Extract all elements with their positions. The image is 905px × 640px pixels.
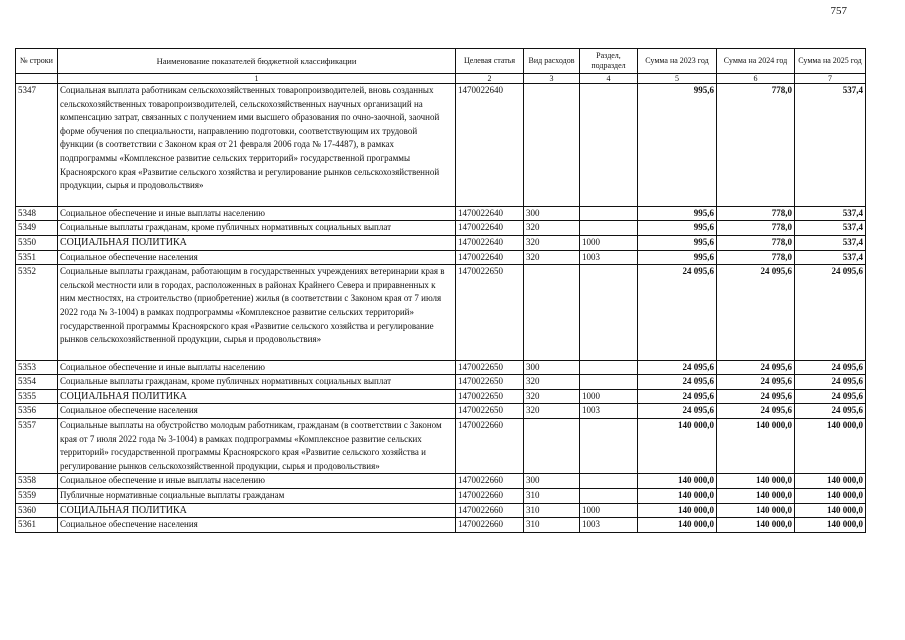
row-number: 5356 xyxy=(16,404,58,419)
spacer-cell xyxy=(524,193,580,207)
spacer-cell xyxy=(580,347,638,361)
column-index-2: 2 xyxy=(456,74,524,84)
row-expense-type xyxy=(524,265,580,347)
row-section xyxy=(580,489,638,504)
row-sum-2023: 995,6 xyxy=(638,206,717,221)
row-sum-2023: 24 095,6 xyxy=(638,389,717,404)
row-sum-2024: 140 000,0 xyxy=(717,489,795,504)
row-name: Социальные выплаты гражданам, кроме публичных нормативных социальных выплат xyxy=(58,221,456,236)
row-sum-2025: 537,4 xyxy=(795,235,866,250)
row-spacer xyxy=(16,193,866,207)
row-number: 5351 xyxy=(16,250,58,265)
row-sum-2025: 24 095,6 xyxy=(795,360,866,375)
row-sum-2023: 140 000,0 xyxy=(638,419,717,474)
row-name: Социальные выплаты гражданам, кроме публичных нормативных социальных выплат xyxy=(58,375,456,390)
spacer-cell xyxy=(795,193,866,207)
header-sum-2025: Сумма на 2025 год xyxy=(795,49,866,74)
spacer-cell xyxy=(717,347,795,361)
table-row xyxy=(16,84,866,193)
row-name: Социальные выплаты на обустройство молодым работникам, гражданам (в соответствии с Законом края от 7 июля 2022 года № 3-1004) в рамках подпрограммы «Комплексное развитие сельских территорий» государственной программы Красноярского края «Развитие сельского хозяйства и регулирование рынков сельскохозяйственной продукции, сырья и продовольствия» xyxy=(58,419,456,474)
row-number: 5348 xyxy=(16,206,58,221)
row-sum-2024: 778,0 xyxy=(717,235,795,250)
row-sum-2023: 24 095,6 xyxy=(638,375,717,390)
row-sum-2024: 24 095,6 xyxy=(717,404,795,419)
row-section xyxy=(580,360,638,375)
spacer-cell xyxy=(456,193,524,207)
row-section xyxy=(580,206,638,221)
row-number: 5350 xyxy=(16,235,58,250)
column-index-empty xyxy=(16,74,58,84)
table-row xyxy=(16,235,866,250)
row-expense-type: 300 xyxy=(524,360,580,375)
page-number: 757 xyxy=(830,5,847,17)
row-expense-type: 320 xyxy=(524,375,580,390)
row-target-item: 1470022650 xyxy=(456,265,524,347)
row-target-item: 1470022650 xyxy=(456,360,524,375)
row-section xyxy=(580,419,638,474)
spacer-cell xyxy=(16,347,58,361)
table-header xyxy=(16,49,866,84)
spacer-cell xyxy=(16,193,58,207)
spacer-cell xyxy=(638,193,717,207)
row-target-item: 1470022640 xyxy=(456,84,524,193)
row-sum-2024: 778,0 xyxy=(717,206,795,221)
table-body xyxy=(16,84,866,533)
row-target-item: 1470022640 xyxy=(456,250,524,265)
spacer-cell xyxy=(795,347,866,361)
row-section xyxy=(580,474,638,489)
table-row xyxy=(16,489,866,504)
row-name: Социальная выплата работникам сельскохозяйственных товаропроизводителей, вновь созданных сельскохозяйственных товаропроизводителей, сельскохозяйственных научных организаций на компенсацию затрат, связанных с получением ими высшего образования по очно-заочной, заочной форме обучения по специальности, направлению подготовки, соответствующим их трудовой функции (в соответствии с Законом края от 21 февраля 2006 года № 17-4487), в рамках подпрограммы «Комплексное развитие сельских территорий» государственной программы Красноярского края «Развитие сельского хозяйства и регулирование рынков сельскохозяйственной продукции, сырья и продовольствия» xyxy=(58,84,456,193)
column-index-5: 5 xyxy=(638,74,717,84)
row-sum-2025: 537,4 xyxy=(795,84,866,193)
table-row xyxy=(16,265,866,347)
row-number: 5347 xyxy=(16,84,58,193)
row-sum-2025: 537,4 xyxy=(795,221,866,236)
table-row xyxy=(16,474,866,489)
header-target-item: Целевая статья xyxy=(456,49,524,74)
row-sum-2025: 24 095,6 xyxy=(795,375,866,390)
header-name: Наименование показателей бюджетной классификации xyxy=(58,49,456,74)
row-expense-type: 310 xyxy=(524,503,580,518)
row-target-item: 1470022640 xyxy=(456,206,524,221)
row-name: Социальное обеспечение и иные выплаты населению xyxy=(58,360,456,375)
row-sum-2024: 140 000,0 xyxy=(717,503,795,518)
row-number: 5353 xyxy=(16,360,58,375)
row-sum-2024: 24 095,6 xyxy=(717,265,795,347)
row-expense-type: 320 xyxy=(524,235,580,250)
spacer-cell xyxy=(638,347,717,361)
row-sum-2023: 995,6 xyxy=(638,84,717,193)
row-section: 1003 xyxy=(580,404,638,419)
table-row xyxy=(16,250,866,265)
row-sum-2025: 140 000,0 xyxy=(795,474,866,489)
row-target-item: 1470022660 xyxy=(456,489,524,504)
row-section: 1003 xyxy=(580,518,638,533)
row-sum-2025: 140 000,0 xyxy=(795,419,866,474)
row-target-item: 1470022650 xyxy=(456,375,524,390)
row-sum-2025: 24 095,6 xyxy=(795,265,866,347)
row-sum-2024: 140 000,0 xyxy=(717,518,795,533)
header-expense-type: Вид расходов xyxy=(524,49,580,74)
table-row xyxy=(16,419,866,474)
row-sum-2024: 140 000,0 xyxy=(717,474,795,489)
row-sum-2025: 537,4 xyxy=(795,206,866,221)
row-expense-type: 320 xyxy=(524,250,580,265)
row-expense-type xyxy=(524,419,580,474)
row-sum-2024: 24 095,6 xyxy=(717,375,795,390)
row-name: Социальное обеспечение населения xyxy=(58,518,456,533)
row-sum-2023: 140 000,0 xyxy=(638,503,717,518)
row-number: 5357 xyxy=(16,419,58,474)
column-index-row xyxy=(16,74,866,84)
row-section xyxy=(580,84,638,193)
row-sum-2025: 24 095,6 xyxy=(795,404,866,419)
row-section xyxy=(580,265,638,347)
row-expense-type: 300 xyxy=(524,474,580,489)
row-sum-2023: 140 000,0 xyxy=(638,474,717,489)
spacer-cell xyxy=(456,347,524,361)
row-sum-2024: 778,0 xyxy=(717,221,795,236)
column-index-7: 7 xyxy=(795,74,866,84)
header-sum-2024: Сумма на 2024 год xyxy=(717,49,795,74)
row-expense-type: 310 xyxy=(524,489,580,504)
table-row xyxy=(16,221,866,236)
row-sum-2023: 140 000,0 xyxy=(638,518,717,533)
table-row xyxy=(16,389,866,404)
header-row xyxy=(16,49,866,74)
row-number: 5360 xyxy=(16,503,58,518)
row-name: Публичные нормативные социальные выплаты гражданам xyxy=(58,489,456,504)
row-target-item: 1470022660 xyxy=(456,503,524,518)
row-number: 5352 xyxy=(16,265,58,347)
row-sum-2023: 995,6 xyxy=(638,250,717,265)
row-sum-2023: 995,6 xyxy=(638,235,717,250)
row-target-item: 1470022660 xyxy=(456,518,524,533)
table-row xyxy=(16,360,866,375)
row-section xyxy=(580,221,638,236)
row-number: 5358 xyxy=(16,474,58,489)
column-index-4: 4 xyxy=(580,74,638,84)
row-name: СОЦИАЛЬНАЯ ПОЛИТИКА xyxy=(58,235,456,250)
row-number: 5354 xyxy=(16,375,58,390)
row-name: Социальное обеспечение населения xyxy=(58,404,456,419)
row-target-item: 1470022640 xyxy=(456,221,524,236)
table-row xyxy=(16,518,866,533)
row-expense-type: 310 xyxy=(524,518,580,533)
spacer-cell xyxy=(58,193,456,207)
row-sum-2023: 995,6 xyxy=(638,221,717,236)
row-name: СОЦИАЛЬНАЯ ПОЛИТИКА xyxy=(58,503,456,518)
row-sum-2024: 24 095,6 xyxy=(717,389,795,404)
row-sum-2024: 778,0 xyxy=(717,84,795,193)
table-row xyxy=(16,206,866,221)
row-name: СОЦИАЛЬНАЯ ПОЛИТИКА xyxy=(58,389,456,404)
table-row xyxy=(16,375,866,390)
table-row xyxy=(16,503,866,518)
spacer-cell xyxy=(717,193,795,207)
row-sum-2025: 24 095,6 xyxy=(795,389,866,404)
row-sum-2025: 140 000,0 xyxy=(795,489,866,504)
row-sum-2024: 24 095,6 xyxy=(717,360,795,375)
row-name: Социальное обеспечение населения xyxy=(58,250,456,265)
column-index-6: 6 xyxy=(717,74,795,84)
row-section xyxy=(580,375,638,390)
row-name: Социальное обеспечение и иные выплаты населению xyxy=(58,474,456,489)
spacer-cell xyxy=(524,347,580,361)
row-section: 1000 xyxy=(580,389,638,404)
row-expense-type xyxy=(524,84,580,193)
row-number: 5361 xyxy=(16,518,58,533)
row-target-item: 1470022650 xyxy=(456,404,524,419)
spacer-cell xyxy=(580,193,638,207)
row-spacer xyxy=(16,347,866,361)
row-sum-2024: 140 000,0 xyxy=(717,419,795,474)
row-target-item: 1470022660 xyxy=(456,474,524,489)
row-sum-2023: 24 095,6 xyxy=(638,404,717,419)
row-sum-2025: 140 000,0 xyxy=(795,503,866,518)
spacer-cell xyxy=(58,347,456,361)
row-name: Социальные выплаты гражданам, работающим в государственных учреждениях ветеринарии края в сельской местности или в городах, расположенных в районах Крайнего Севера и приравненных к ним местностях, на строительство (приобретение) жилья (в соответствии с Законом края от 7 июля 2022 года № 3-1004) в рамках подпрограммы «Комплексное развитие сельских территорий» государственной программы Красноярского края «Развитие сельского хозяйства и регулирование рынков сельскохозяйственной продукции, сырья и продовольствия» xyxy=(58,265,456,347)
row-number: 5349 xyxy=(16,221,58,236)
row-number: 5359 xyxy=(16,489,58,504)
row-target-item: 1470022660 xyxy=(456,419,524,474)
row-sum-2023: 24 095,6 xyxy=(638,360,717,375)
row-sum-2023: 140 000,0 xyxy=(638,489,717,504)
header-sum-2023: Сумма на 2023 год xyxy=(638,49,717,74)
column-index-3: 3 xyxy=(524,74,580,84)
row-sum-2025: 537,4 xyxy=(795,250,866,265)
row-section: 1003 xyxy=(580,250,638,265)
row-sum-2023: 24 095,6 xyxy=(638,265,717,347)
header-row-no: № строки xyxy=(16,49,58,74)
row-target-item: 1470022640 xyxy=(456,235,524,250)
header-section: Раздел, подраздел xyxy=(580,49,638,74)
row-expense-type: 300 xyxy=(524,206,580,221)
row-section: 1000 xyxy=(580,503,638,518)
row-number: 5355 xyxy=(16,389,58,404)
row-name: Социальное обеспечение и иные выплаты населению xyxy=(58,206,456,221)
row-section: 1000 xyxy=(580,235,638,250)
table-row xyxy=(16,404,866,419)
column-index-1: 1 xyxy=(58,74,456,84)
row-target-item: 1470022650 xyxy=(456,389,524,404)
row-sum-2025: 140 000,0 xyxy=(795,518,866,533)
row-expense-type: 320 xyxy=(524,221,580,236)
budget-table xyxy=(15,48,866,533)
row-expense-type: 320 xyxy=(524,404,580,419)
row-sum-2024: 778,0 xyxy=(717,250,795,265)
row-expense-type: 320 xyxy=(524,389,580,404)
